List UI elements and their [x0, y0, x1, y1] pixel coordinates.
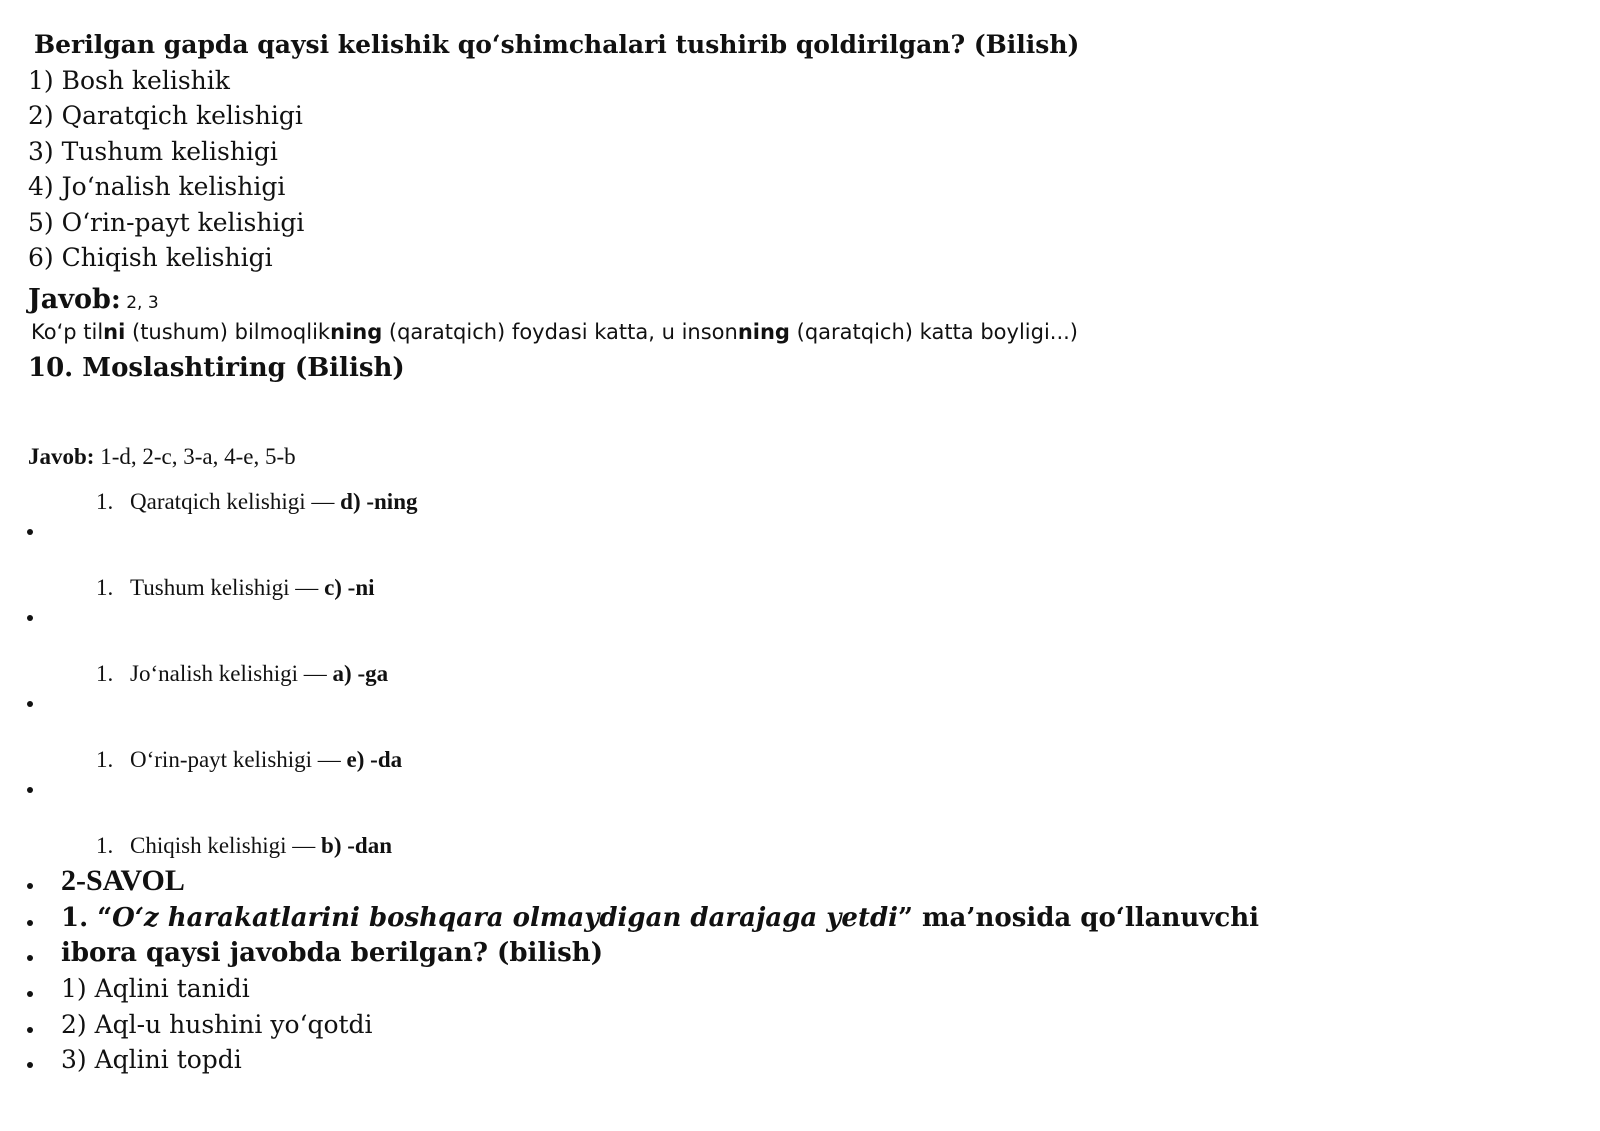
answer-line: [28, 286, 159, 313]
match-case-name: Qaratqich kelishigi —: [130, 489, 341, 514]
match-case-name: Tushum kelishigi —: [130, 575, 325, 600]
savol-question-quote: O‘z harakatlarini boshqara olmaydigan darajaga yetdi: [112, 903, 899, 933]
savol-question-number: 1.: [61, 903, 98, 933]
savol-question-rest: ma’nosida qo‘llanuvchi: [912, 903, 1259, 933]
option-4: 4) Jo‘nalish kelishigi: [28, 172, 286, 201]
match-item-number: 1.: [96, 661, 114, 686]
match-item: [130, 834, 392, 857]
bullet: [27, 883, 33, 889]
bullet: [27, 920, 33, 926]
question-title: Berilgan gapda qaysi kelishik qo‘shimchalari tushirib qoldirilgan? (Bilish): [34, 30, 1080, 59]
bullet: [27, 529, 33, 535]
match-suffix: b) -dan: [321, 833, 392, 858]
quote-close: ”: [898, 903, 913, 933]
match-item-number: 1.: [96, 489, 114, 514]
matching-answer-value: 1-d, 2-c, 3-a, 4-e, 5-b: [94, 444, 296, 469]
match-suffix: d) -ning: [340, 489, 418, 514]
matching-answer-line: [28, 445, 296, 468]
match-case-name: Jo‘nalish kelishigi —: [130, 661, 333, 686]
bullet: [27, 701, 33, 707]
example-part: (qaratqich) foydasi katta, u inson: [382, 320, 738, 344]
example-suffix: ning: [330, 320, 383, 344]
quote-open: “: [97, 903, 113, 933]
match-suffix: e) -da: [346, 747, 403, 772]
savol-option-1: 1) Aqlini tanidi: [61, 974, 250, 1003]
bullet: [27, 955, 33, 961]
example-sentence: [31, 322, 1078, 343]
option-6: 6) Chiqish kelishigi: [28, 243, 273, 272]
option-5: 5) O‘rin-payt kelishigi: [28, 208, 305, 237]
section-title: 10. Moslashtiring (Bilish): [28, 353, 405, 383]
bullet: [27, 991, 33, 997]
example-part: (qaratqich) katta boyligi...): [789, 320, 1078, 344]
answer-value: 2, 3: [120, 293, 159, 313]
savol-option-3: 3) Aqlini topdi: [61, 1045, 242, 1074]
example-suffix: ning: [737, 320, 790, 344]
match-case-name: Chiqish kelishigi —: [130, 833, 322, 858]
savol-question: [61, 905, 1259, 931]
bullet: [27, 1062, 33, 1068]
matching-answer-label: Javob:: [28, 444, 95, 469]
match-suffix: c) -ni: [324, 575, 375, 600]
match-item-number: 1.: [96, 747, 114, 772]
example-suffix: ni: [103, 320, 126, 344]
savol-heading: 2-SAVOL: [61, 864, 185, 897]
match-item-number: 1.: [96, 575, 114, 600]
match-item: [130, 662, 388, 685]
bullet: [27, 787, 33, 793]
match-item: [130, 576, 375, 599]
bullet: [27, 615, 33, 621]
option-3: 3) Tushum kelishigi: [28, 137, 278, 166]
example-part: (tushum) bilmoqlik: [125, 320, 331, 344]
match-item: [130, 490, 418, 513]
option-2: 2) Qaratqich kelishigi: [28, 101, 303, 130]
answer-label: Javob:: [28, 284, 121, 315]
savol-question-line2: ibora qaysi javobda berilgan? (bilish): [61, 938, 604, 968]
match-item-number: 1.: [96, 833, 114, 858]
example-part: Ko‘p til: [31, 320, 104, 344]
match-case-name: O‘rin-payt kelishigi —: [130, 747, 347, 772]
option-1: 1) Bosh kelishik: [28, 66, 230, 95]
savol-option-2: 2) Aql-u hushini yo‘qotdi: [61, 1010, 373, 1039]
match-suffix: a) -ga: [332, 661, 389, 686]
bullet: [27, 1027, 33, 1033]
match-item: [130, 748, 402, 771]
